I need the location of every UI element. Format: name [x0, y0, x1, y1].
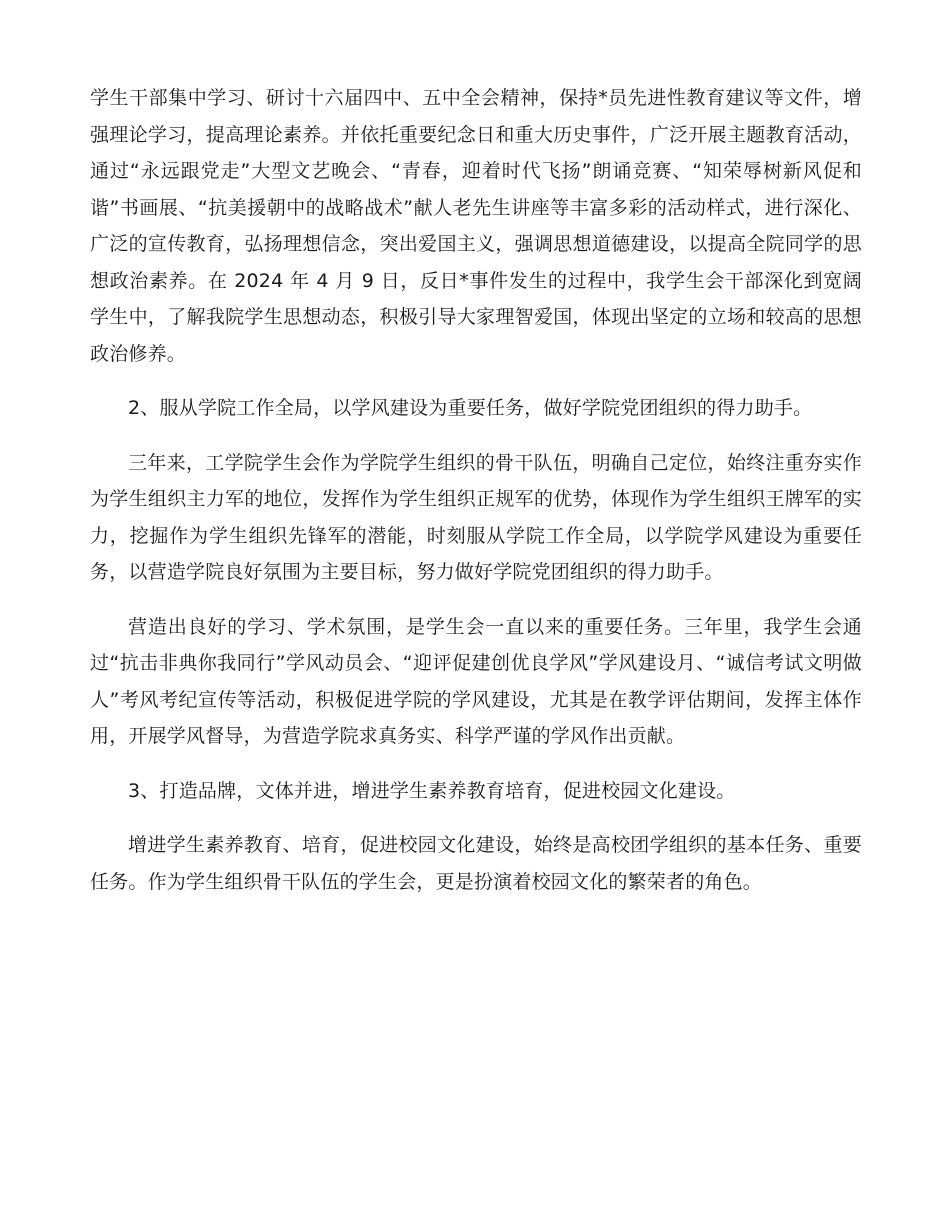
section-heading-3: 3、打造品牌，文体并进，增进学生素养教育培育，促进校园文化建设。 — [128, 779, 736, 802]
document-page — [90, 80, 862, 918]
paragraph-political-education: 学生干部集中学习、研讨十六届四中、五中全会精神，保持*员先进性教育建议等文件，增强理论学习，提高理论素养。并依托重要纪念日和重大历史事件，广泛开展主题教育活动，通过“永远跟党走”大型文艺晚会、“青春，迎着时代飞扬”朗诵竞赛、“知荣辱树新风促和谐”书画展、“抗美援朝中的战略战术”献人老先生讲座等丰富多彩的活动样式，进行深化、广泛的宣传教育，弘扬理想信念，突出爱国主义，强调思想道德建设，以提高全院同学的思想政治素养。在 2024 年 4 月 9 日，反日*事件发生的过程中，我学生会干部深化到宽阔学生中，了解我院学生思想动态，积极引导大家理智爱国，体现出坚定的立场和较高的思想政治修养。 — [90, 87, 862, 365]
paragraph-study-atmosphere: 营造出良好的学习、学术氛围，是学生会一直以来的重要任务。三年里，我学生会通过“抗击非典你我同行”学风动员会、“迎评促建创优良学风”学风建设月、“诚信考试文明做人”考风考纪宣传等活动，积极促进学院的学风建设，尤其是在教学评估期间，发挥主体作用，开展学风督导，为营造学院求真务实、科学严谨的学风作出贡献。 — [90, 615, 862, 747]
section-heading-2: 2、服从学院工作全局，以学风建设为重要任务，做好学院党团组织的得力助手。 — [128, 397, 813, 419]
paragraph-campus-culture: 增进学生素养教育、培育，促进校园文化建设，始终是高校团学组织的基本任务、重要任务。作为学生组织骨干队伍的学生会，更是扮演着校园文化的繁荣者的角色。 — [90, 834, 862, 893]
paragraph-student-union-role: 三年来，工学院学生会作为学院学生组织的骨干队伍，明确自己定位，始终注重夯实作为学生组织主力军的地位，发挥作为学生组织正规军的优势，体现作为学生组织王牌军的实力，挖掘作为学生组织先锋军的潜能，时刻服从学院工作全局，以学院学风建设为重要任务，以营造学院良好氛围为主要目标，努力做好学院党团组织的得力助手。 — [90, 451, 862, 583]
